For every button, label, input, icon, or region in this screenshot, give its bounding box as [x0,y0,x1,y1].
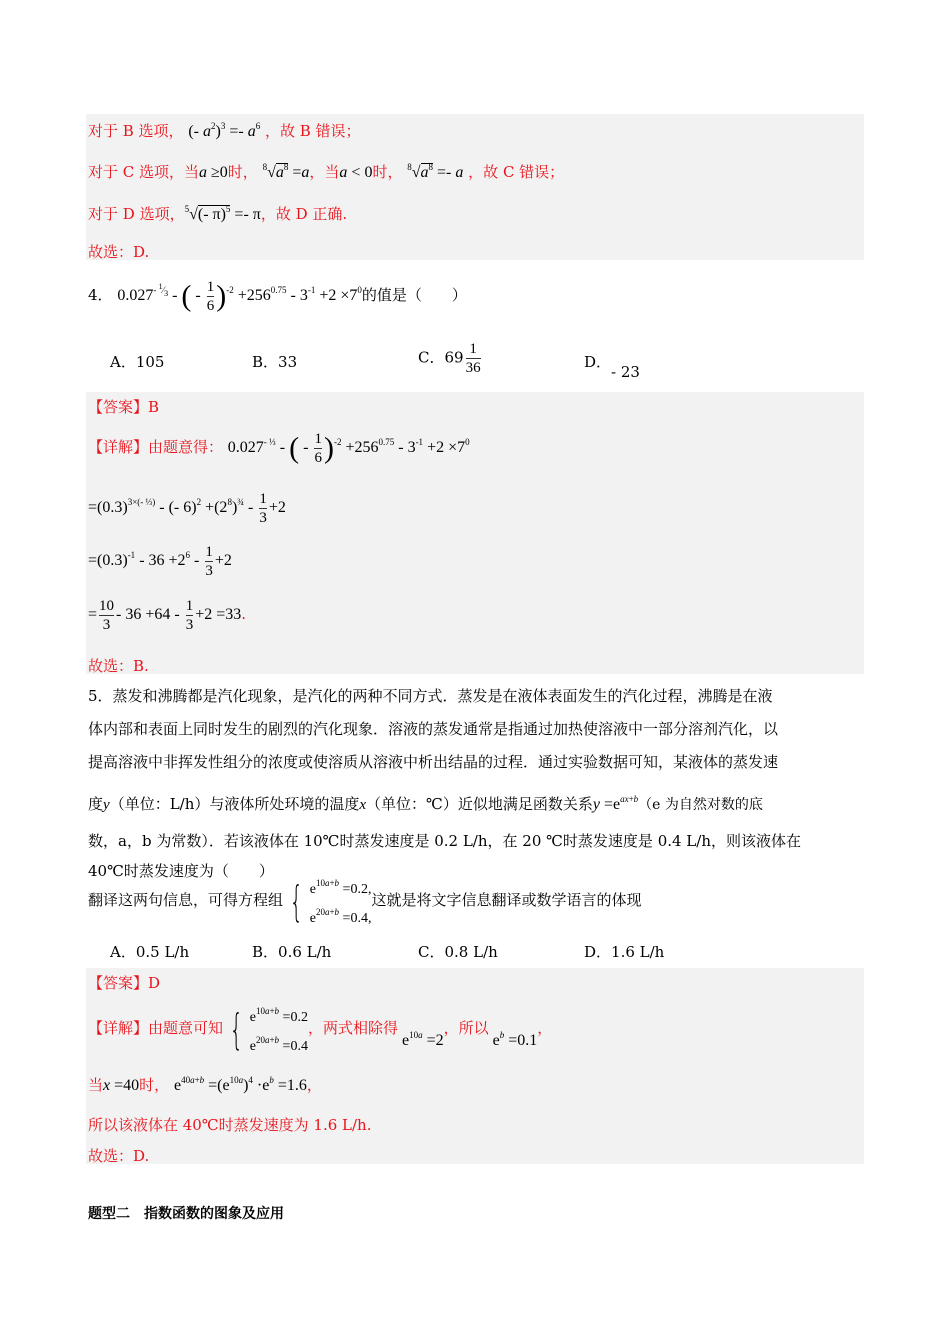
q5-option-a[interactable]: A．0.5 L/h [110,943,190,961]
q5-option-d[interactable]: D．1.6 L/h [584,943,665,961]
q5-detail-line1: 【详解】由题意可知 { $e^{10a+b} =0.2$ $e^{20a+b} =0.4$ ，两式相除得 $e^{10a} =2$，所以 $e^b =0.1$， [88,1004,553,1054]
q4-option-d[interactable]: D．- 23 [584,353,640,381]
prev-c-line: 对于 C 选项，当a ≥0时， $^8√a^8 =a$，当a < 0时， $^8√a^8 =- a$ ，故 C 错误； [88,162,565,181]
q4-choice: 故选：B. [88,657,149,675]
q5-option-c[interactable]: C．0.8 L/h [418,943,498,961]
q4-detail-line1: 【详解】由题意得： $0.027^{- \frac{1}{3}}$ - ( - $\frac{1}{6}$ )$^{-2} +256^{0.75} - 3^{-1} +2 \times 7^0$ [88,431,470,466]
prev-d-line: 对于 D 选项，$^5$√(- π)$^5$ =- π，故 D 正确. [88,204,348,223]
q4-option-a[interactable]: A．105 [110,353,165,371]
q5-choice: 故选：D. [88,1147,150,1165]
q4-option-c[interactable]: C．69 $\frac{1}{36}$ [418,341,481,376]
q4-option-b[interactable]: B．33 [252,353,298,371]
q4-detail-line4: = $\frac{10}{3}$ - 36 +64 - $\frac{1}{3}$ +2 =33. [88,598,247,633]
prev-choice: 故选：D. [88,243,150,261]
q5-option-b[interactable]: B．0.6 L/h [252,943,332,961]
section-title: 题型二 指数函数的图象及应用 [88,1206,284,1222]
q4-answer: 【答案】B [88,398,160,416]
q5-detail-line2: 当x =40时， $e^{40a+b} =(e^{10a})^4 \cdot e^b =1.6$， [88,1075,322,1094]
q4-detail-line3: $=(0.3)^{-1} - 36 +2^6$ - $\frac{1}{3}$ +2 [88,544,232,579]
prev-b-line: 对于 B 选项， (- $a^2)^3 =- a^6$ ，故 B 错误； [88,121,361,140]
q5-stem: 5．蒸发和沸腾都是汽化现象，是汽化的两种不同方式．蒸发是在液体表面发生的汽化过程，沸腾是在液 体内部和表面上同时发生的剧烈的汽化现象．溶液的蒸发通常是指通过加热使溶液中一部分溶剂汽化，以 提高溶液中非挥发性组分的浓度或使溶质从溶液中析出结晶的过程．通过实验数据可知，某液体的蒸发速 度y（单位：L/h）与液体所处环境的温度x（单位：℃）近似地满足函数关系$y =e^{ax+b}(e$ 为自然对数的底 数，a，b 为常数）．若该液体在 10℃时蒸发速度是 0.2 L/h，在 20 ℃时蒸发速度是 0.4 L/h，则该液体在 40℃时蒸发速度为（ ） [88,687,801,880]
q4-stem: 4． $0.027^{- ^1⁄_3}$ - ( - $\frac{1}{6}$ )$^{-2} +256^{0.75} - 3^{-1} +2 \times 7^0$的值是（ ） [88,279,467,314]
q4-detail-line2: $=(0.3)^{3\times(- \frac{1}{3})}$ - (- $6)^2 +(2^8)^{\frac{3}{4}}$ - $\frac{1}{3}$ +2 [88,491,286,526]
q5-answer: 【答案】D [88,974,161,992]
q5-conclusion: 所以该液体在 40℃时蒸发速度为 1.6 L/h. [88,1116,372,1134]
q5-translate: 翻译这两句信息，可得方程组 { $e^{10a+b} =0.2$, $e^{20a+b} =0.4$, 这就是将文字信息翻译或数学语言的体现 [88,876,642,926]
